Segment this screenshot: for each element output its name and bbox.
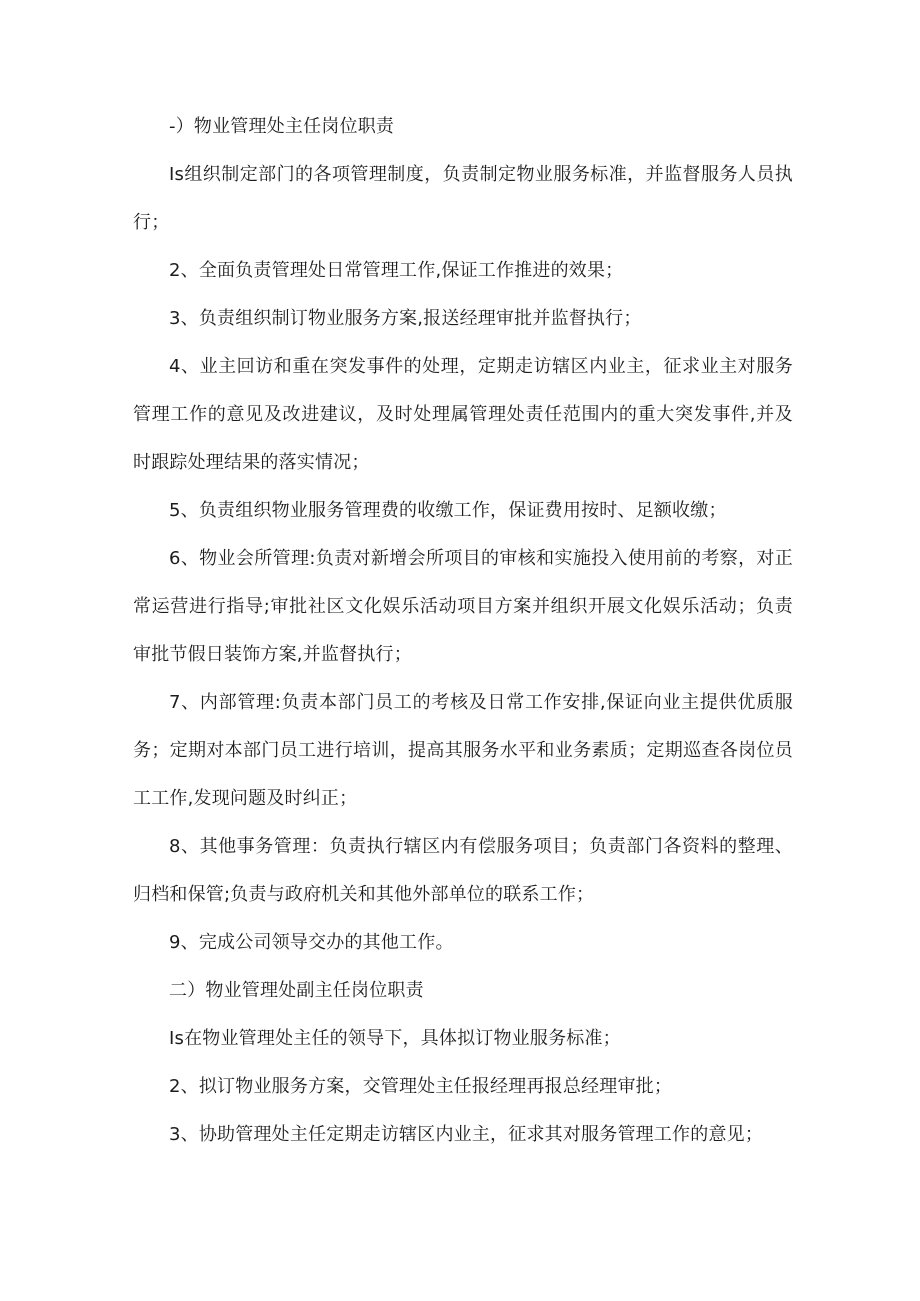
section-1-item-6: 6、物业会所管理:负责对新增会所项目的审核和实施投入使用前的考察，对正常运营进行指导;审批社区文化娱乐活动项目方案并组织开展文化娱乐活动；负责审批节假日装饰方案,并监督执行； [133, 548, 793, 665]
section-1-item-5: 5、负责组织物业服务管理费的收缴工作，保证费用按时、足额收缴； [169, 500, 727, 521]
section-1-item-3: 3、负责组织制订物业服务方案,报送经理审批并监督执行； [169, 308, 642, 329]
section-1-title: -）物业管理处主任岗位职责 [169, 116, 395, 137]
section-2-item-2: 2、拟订物业服务方案，交管理处主任报经理再报总经理审批； [169, 1076, 673, 1097]
section-2-title: 二）物业管理处副主任岗位职责 [169, 980, 424, 1001]
section-1-item-7: 7、内部管理:负责本部门员工的考核及日常工作安排,保证向业主提供优质服务；定期对本部门员工进行培训，提高其服务水平和业务素质；定期巡查各岗位员工工作,发现问题及时纠正； [133, 692, 793, 809]
section-2-item-1: Is在物业管理处主任的领导下，具体拟订物业服务标准； [169, 1028, 621, 1049]
section-1-item-9: 9、完成公司领导交办的其他工作。 [169, 932, 454, 953]
section-2-item-3: 3、协助管理处主任定期走访辖区内业主，征求其对服务管理工作的意见； [169, 1124, 764, 1145]
document-body [133, 103, 793, 1159]
section-1-item-1: Is组织制定部门的各项管理制度，负责制定物业服务标准，并监督服务人员执行； [133, 164, 793, 233]
section-1-item-4: 4、业主回访和重在突发事件的处理，定期走访辖区内业主，征求业主对服务管理工作的意见及改进建议，及时处理属管理处责任范围内的重大突发事件,并及时跟踪处理结果的落实情况； [133, 356, 793, 473]
section-1-item-2: 2、全面负责管理处日常管理工作,保证工作推进的效果； [169, 260, 624, 281]
section-1-item-8: 8、其他事务管理：负责执行辖区内有偿服务项目；负责部门各资料的整理、归档和保管;负责与政府机关和其他外部单位的联系工作； [133, 836, 793, 905]
